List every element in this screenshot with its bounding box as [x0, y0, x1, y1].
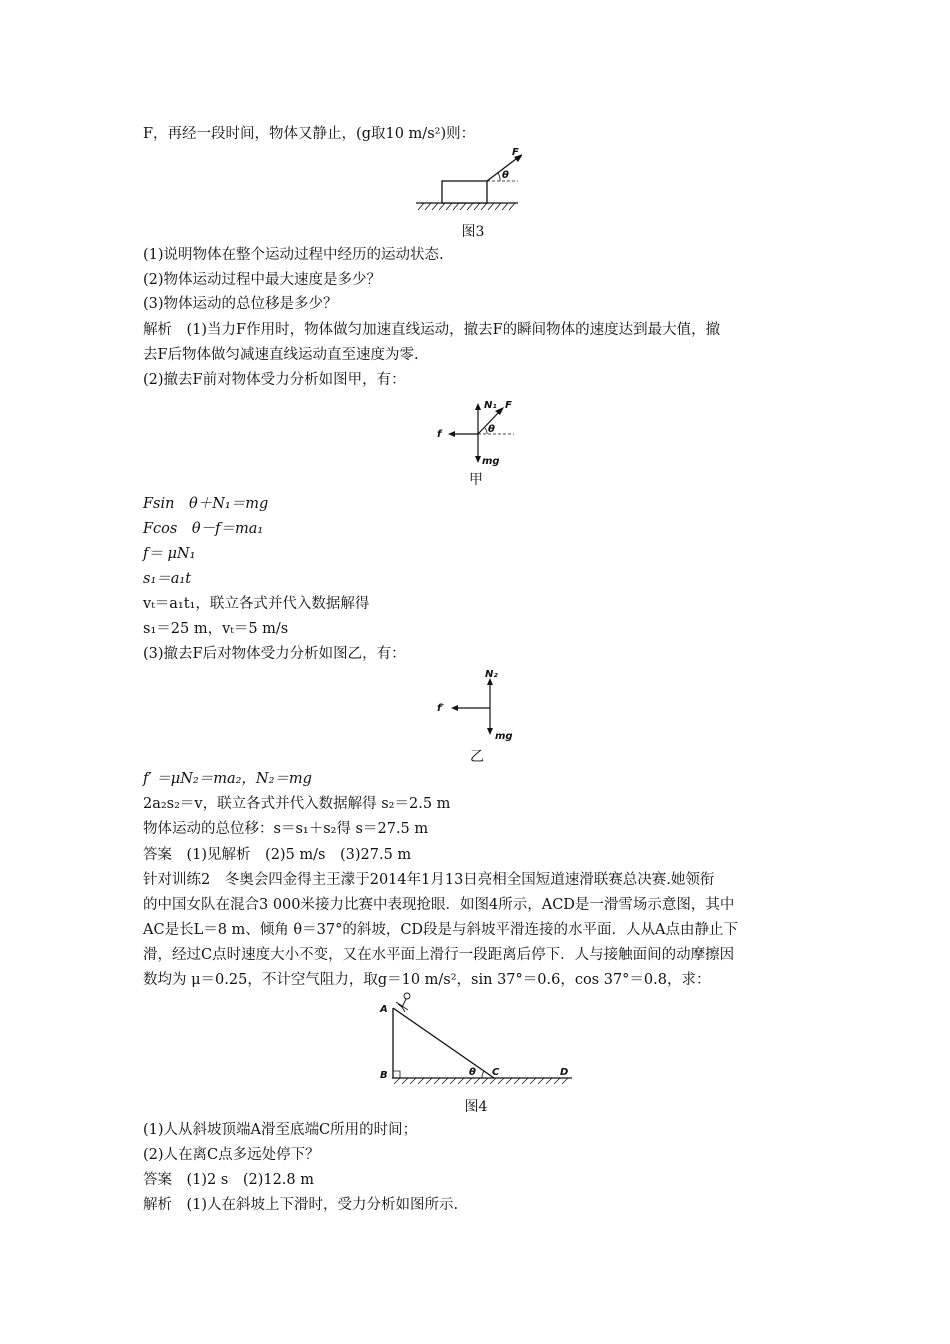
equation-3: f＝ μN₁: [143, 546, 196, 562]
equation-1: Fsin θ＋N₁＝mg: [143, 496, 269, 512]
ground-hatching: [394, 1078, 568, 1084]
equation-7: f′ ＝μN₂＝ma₂，N₂＝mg: [143, 771, 312, 787]
force-label: F: [505, 400, 512, 411]
equation-2: Fcos θ－f＝ma₁: [143, 521, 264, 537]
training2-analysis: 解析 (1)人在斜坡上下滑时，受力分析如图所示.: [143, 1197, 459, 1213]
analysis-1b: 去F后物体做匀减速直线运动直至速度为零.: [143, 347, 419, 363]
weight-arrowhead: [475, 456, 481, 463]
figure-3-diagram: [412, 146, 522, 214]
answer-1: 答案 (1)见解析 (2)5 m/s (3)27.5 m: [143, 847, 412, 863]
problem-intro: F，再经一段时间，物体又静止，(g取10 m/s²)则：: [143, 126, 476, 142]
friction-label: f: [437, 429, 442, 440]
question-3: (3)物体运动的总位移是多少？: [143, 296, 338, 312]
point-c-label: C: [492, 1067, 500, 1078]
normal-arrowhead: [475, 403, 481, 410]
question-1: (1)说明物体在整个运动过程中经历的运动状态.: [143, 247, 444, 263]
question-2: (2)物体运动过程中最大速度是多少？: [143, 272, 382, 288]
free-body-diagram-jia: [432, 396, 522, 471]
force-label: F: [512, 147, 519, 158]
fig-jia-caption: 甲: [469, 472, 483, 488]
weight-label: mg: [495, 731, 513, 742]
free-body-diagram-yi: [432, 668, 522, 744]
angle-arc: [498, 173, 500, 181]
figure-4-caption: 图4: [464, 1099, 488, 1115]
angle-arc: [482, 1071, 484, 1078]
training2-p5: 数均为 μ＝0.25，不计空气阻力，取g＝10 m/s²，sin 37°＝0.6，cos 37°＝0.8，求：: [143, 972, 711, 988]
training2-question-1: (1)人从斜坡顶端A滑至底端C所用的时间；: [143, 1122, 418, 1138]
angle-label: θ: [502, 170, 509, 181]
figure-3-caption: 图3: [461, 224, 485, 240]
equation-8: 2a₂s₂＝v，联立各式并代入数据解得 s₂＝2.5 m: [143, 796, 451, 812]
skier-figure: [396, 993, 410, 1012]
friction-arrowhead: [451, 705, 458, 711]
training2-p2: 的中国女队在混合3 000米接力比赛中表现抢眼．如图4所示，ACD是一滑雪场示意图，其中: [143, 897, 735, 913]
analysis-1a: 解析 (1)当力F作用时，物体做匀加速直线运动，撤去F的瞬间物体的速度达到最大值，撤: [143, 322, 721, 338]
equation-6: s₁＝25 m，vₜ＝5 m/s: [143, 621, 289, 637]
weight-arrowhead: [487, 728, 493, 735]
fig-yi-caption: 乙: [470, 749, 484, 765]
angle-label: θ: [488, 424, 495, 435]
point-b-label: B: [380, 1070, 388, 1081]
equation-5: vₜ＝a₁t₁，联立各式并代入数据解得: [143, 596, 370, 612]
analysis-2: (2)撤去F前对物体受力分析如图甲，有：: [143, 372, 406, 388]
ground-hatching: [418, 203, 515, 210]
point-a-label: A: [380, 1004, 388, 1015]
figure-4-diagram: [372, 988, 582, 1088]
slope-line: [393, 1008, 494, 1078]
training2-question-2: (2)人在离C点多远处停下？: [143, 1147, 320, 1163]
weight-label: mg: [482, 456, 500, 467]
friction-label: f′: [437, 703, 444, 714]
training2-p3: AC是长L＝8 m、倾角 θ＝37°的斜坡，CD段是与斜坡平滑连接的水平面．人从A点由静止下: [143, 922, 739, 938]
training2-p4: 滑，经过C点时速度大小不变，又在水平面上滑行一段距离后停下．人与接触面间的动摩擦因: [143, 947, 735, 963]
block: [442, 181, 487, 203]
angle-label: θ: [469, 1067, 476, 1078]
equation-9: 物体运动的总位移：s＝s₁＋s₂得 s＝27.5 m: [143, 821, 429, 837]
training2-p1: 针对训练2 冬奥会四金得主王濛于2014年1月13日亮相全国短道速滑联赛总决赛.她领衔: [143, 872, 715, 888]
point-d-label: D: [560, 1067, 569, 1078]
normal-label: N₂: [485, 669, 498, 680]
training2-answer: 答案 (1)2 s (2)12.8 m: [143, 1172, 314, 1188]
analysis-3: (3)撤去F后对物体受力分析如图乙，有：: [143, 646, 406, 662]
right-angle-mark: [393, 1071, 400, 1078]
equation-4: s₁＝a₁t: [143, 571, 192, 587]
normal-label: N₁: [484, 400, 497, 411]
friction-arrowhead: [448, 431, 455, 437]
